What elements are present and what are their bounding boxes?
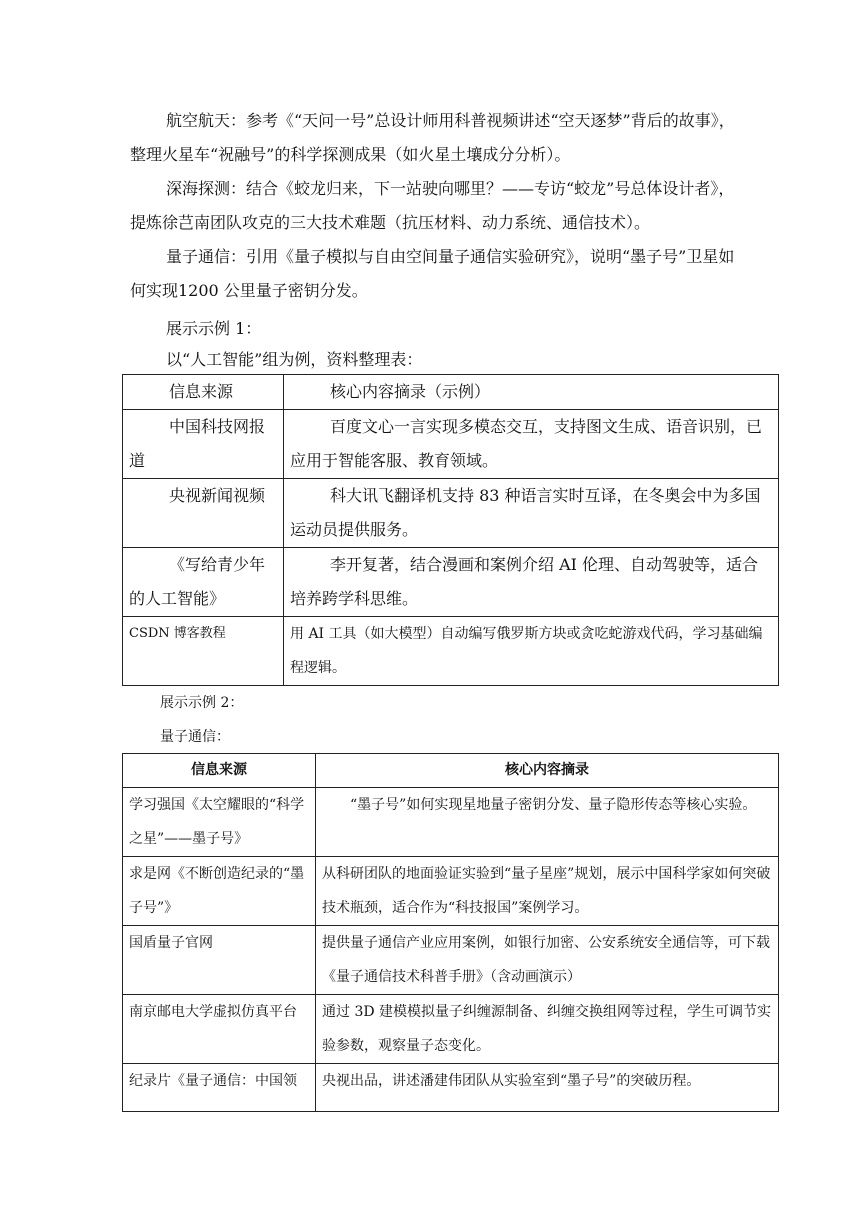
table-row	[123, 548, 779, 617]
row-source: 央视新闻视频	[169, 486, 266, 505]
row-source: 学习强国《太空耀眼的“科学之星”——墨子号》	[129, 797, 305, 847]
example1-intro: 以“人工智能”组为例，资料整理表：	[166, 350, 423, 369]
row-content: 央视出品，讲述潘建伟团队从实验室到“墨子号”的突破历程。	[322, 1073, 701, 1089]
table-row	[123, 926, 779, 995]
ai-materials-table	[122, 374, 779, 686]
header-source: 信息来源	[191, 762, 247, 778]
paragraph-aerospace: 航空航天：参考《“天问一号”总设计师用科普视频讲述“空天逐梦”背后的故事》，整理火星车“祝融号”的科学探测成果（如火星土壤成分分析）。	[130, 111, 735, 164]
row-source: 求是网《不断创造纪录的“墨子号”》	[129, 866, 305, 916]
row-content: 李开复著，结合漫画和案例介绍 AI 伦理、自动驾驶等，适合培养跨学科思维。	[290, 555, 759, 608]
header-content: 核心内容摘录	[505, 762, 589, 778]
row-source: 南京邮电大学虚拟仿真平台	[129, 1004, 297, 1020]
row-source: 纪录片《量子通信：中国领	[129, 1073, 297, 1089]
example1-label: 展示示例 1：	[166, 319, 262, 338]
row-source: 中国科技网报道	[129, 417, 266, 470]
table-row	[123, 1064, 779, 1112]
row-source: 国盾量子官网	[129, 935, 213, 951]
row-source: 《写给青少年的人工智能》	[129, 555, 266, 608]
table-row	[123, 995, 779, 1064]
row-content: “墨子号”如何实现星地量子密钥分发、量子隐形传态等核心实验。	[350, 797, 757, 813]
header-source: 信息来源	[169, 382, 234, 401]
table-row	[123, 479, 779, 548]
example2-label: 展示示例 2：	[160, 695, 244, 711]
header-content: 核心内容摘录（示例）	[330, 382, 491, 401]
row-content: 通过 3D 建模模拟量子纠缠源制备、纠缠交换组网等过程，学生可调节实验参数，观察量子态变化。	[322, 1004, 772, 1054]
table-row	[123, 410, 779, 479]
quantum-materials-table	[122, 753, 779, 1112]
table-row	[123, 617, 779, 686]
paragraph-quantum: 量子通信：引用《量子模拟与自由空间量子通信实验研究》，说明“墨子号”卫星如何实现1200 公里量子密钥分发。	[130, 247, 735, 300]
table-header-row	[123, 754, 779, 788]
row-source: CSDN 博客教程	[129, 626, 226, 641]
table-row	[123, 857, 779, 926]
row-content: 百度文心一言实现多模态交互，支持图文生成、语音识别，已应用于智能客服、教育领域。	[290, 417, 763, 470]
row-content: 科大讯飞翻译机支持 83 种语言实时互译，在冬奥会中为多国运动员提供服务。	[290, 486, 761, 539]
row-content: 提供量子通信产业应用案例，如银行加密、公安系统安全通信等，可下载《量子通信技术科普手册》（含动画演示）	[322, 935, 770, 985]
paragraph-deep-sea: 深海探测：结合《蛟龙归来，下一站驶向哪里？——专访“蛟龙”号总体设计者》，提炼徐芑南团队攻克的三大技术难题（抗压材料、动力系统、通信技术）。	[130, 179, 735, 232]
table-header-row	[123, 375, 779, 410]
row-content: 从科研团队的地面验证实验到“量子星座”规划，展示中国科学家如何突破技术瓶颈，适合作为“科技报国”案例学习。	[322, 866, 771, 916]
row-content: 用 AI 工具（如大模型）自动编写俄罗斯方块或贪吃蛇游戏代码，学习基础编程逻辑。	[290, 626, 763, 676]
table-row	[123, 788, 779, 857]
example2-intro: 量子通信：	[160, 729, 230, 745]
